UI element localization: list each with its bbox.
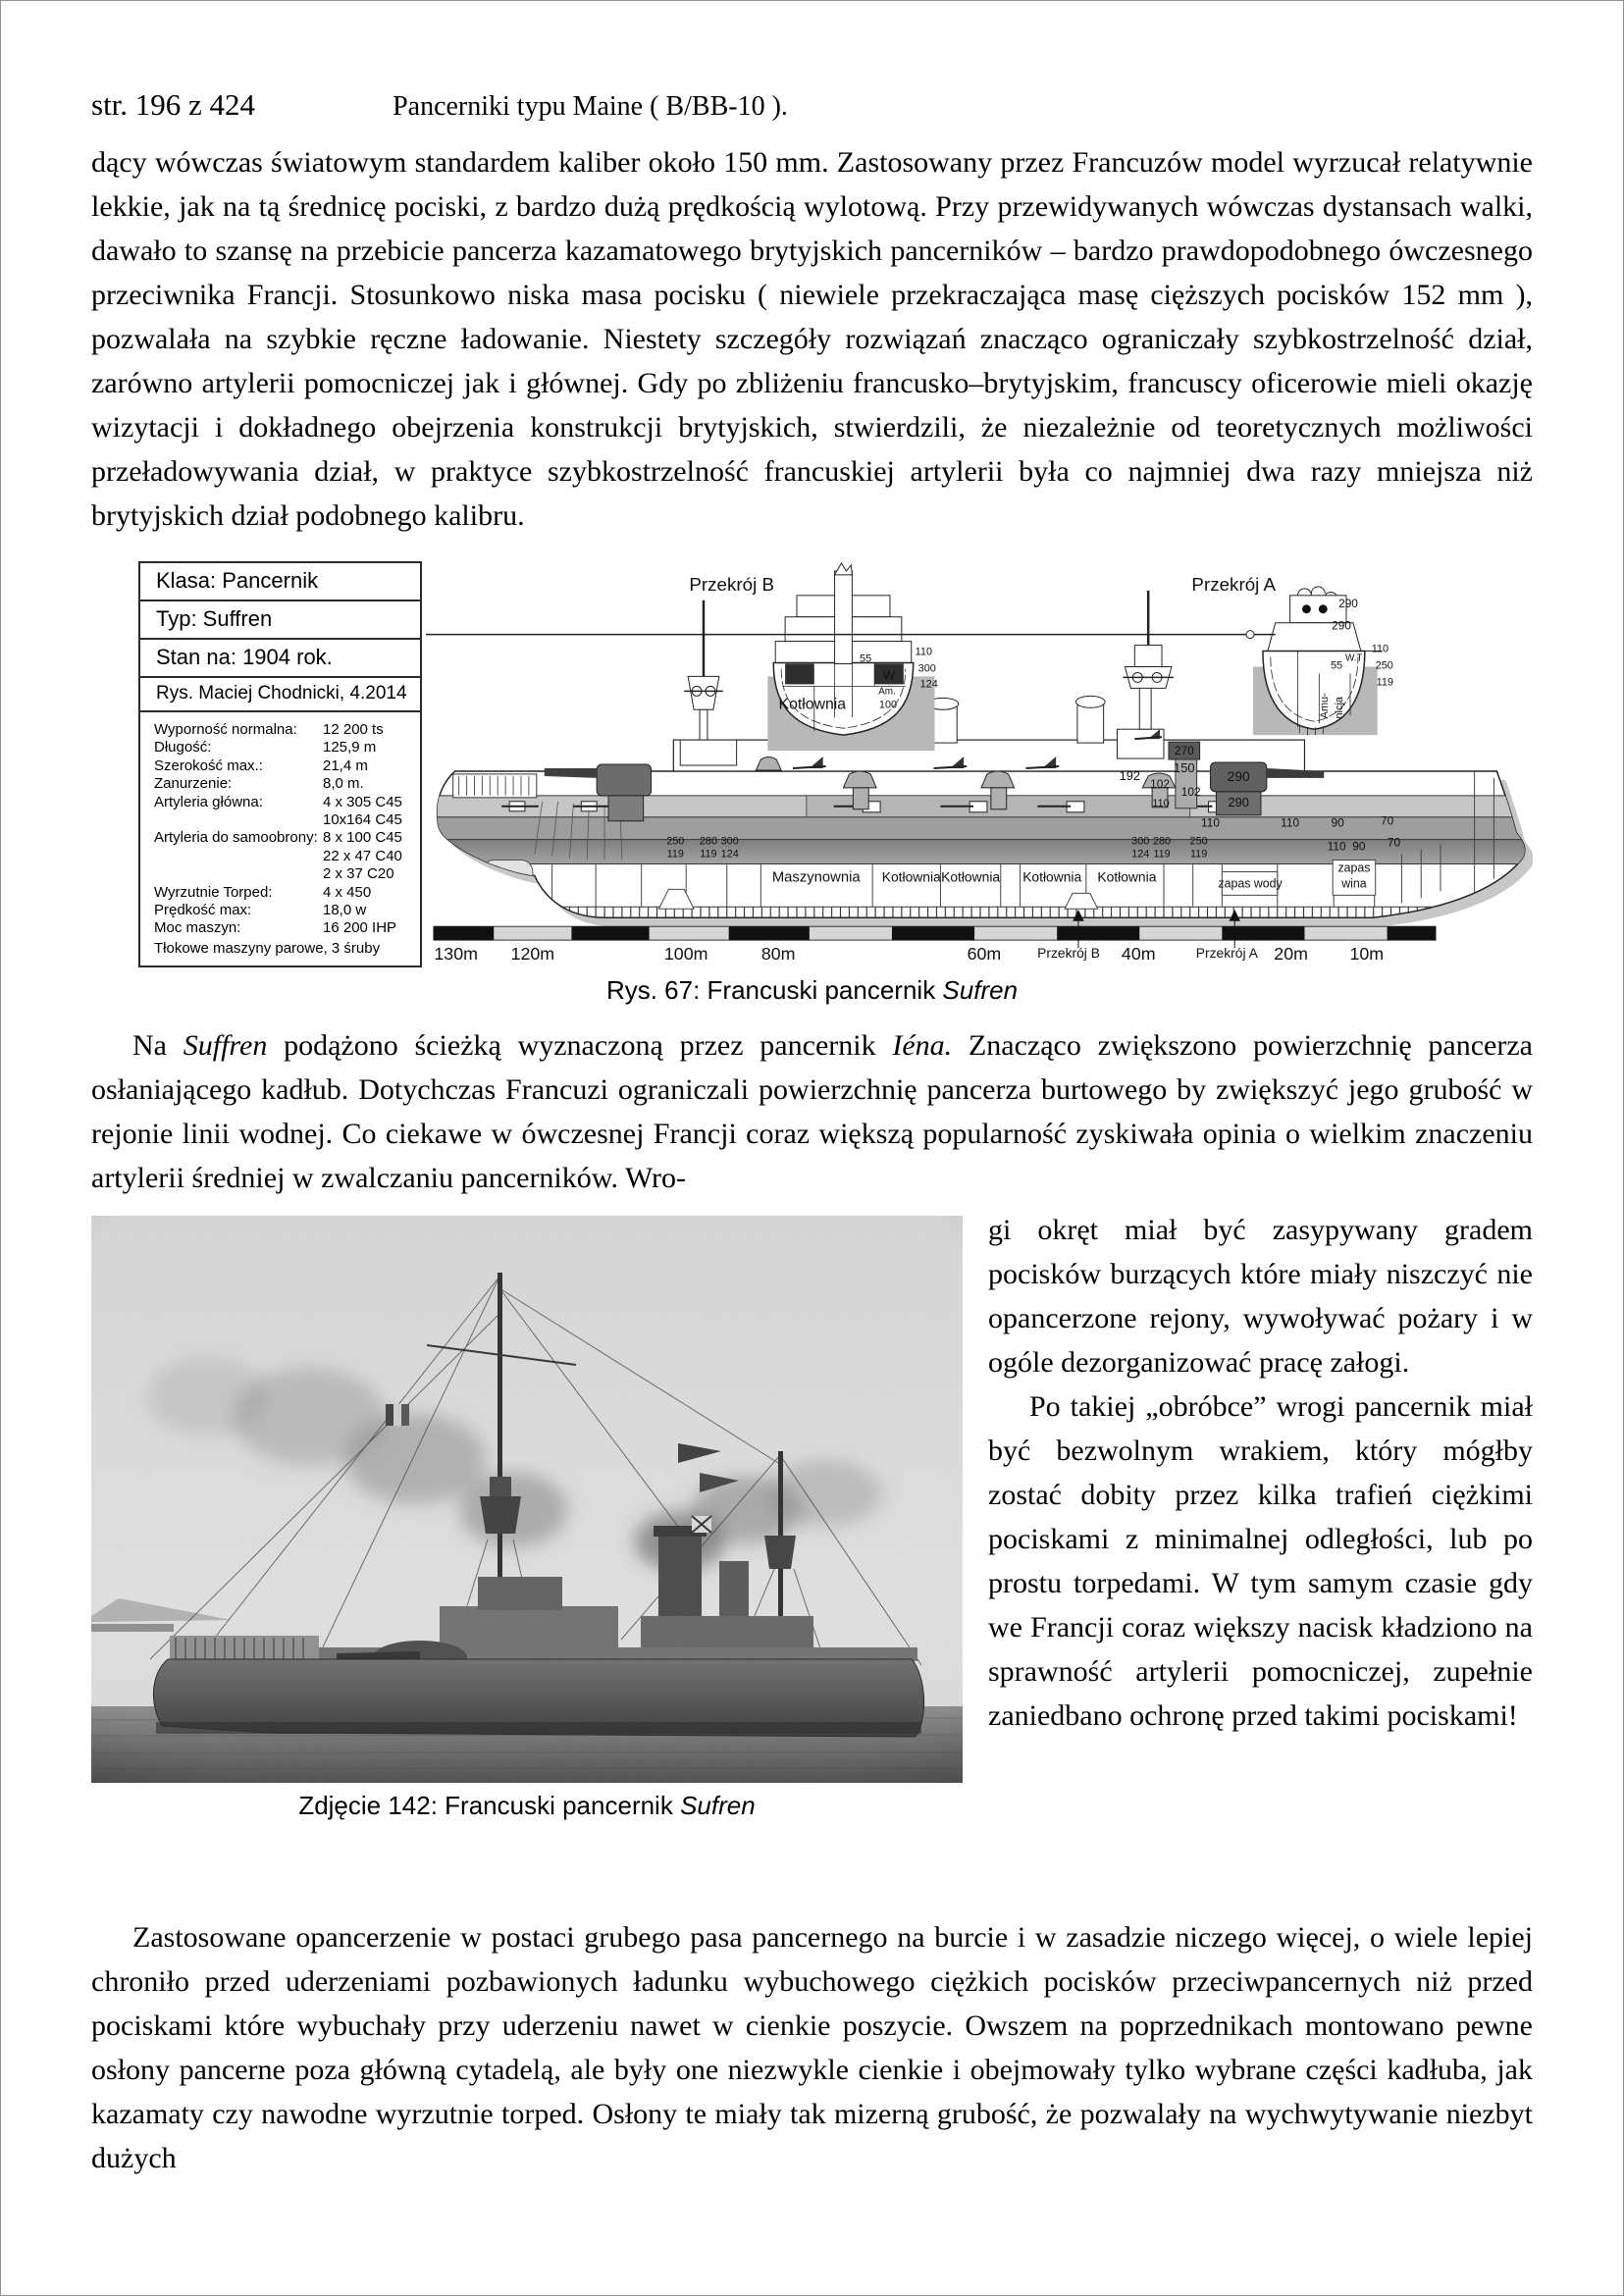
diagram-label: 100 bbox=[878, 699, 898, 711]
page-header bbox=[91, 87, 1533, 123]
diagram-label: 150 bbox=[1174, 759, 1195, 775]
spec-row bbox=[154, 721, 417, 739]
diagram-label: 119 bbox=[1189, 848, 1208, 861]
spec-value: 21,4 m bbox=[323, 757, 368, 774]
diagram-label: 119 bbox=[1153, 848, 1171, 861]
figure-caption-text: Rys. 67: Francuski pancernik bbox=[605, 975, 943, 1006]
running-title: Pancerniki typu Maine ( B/BB-10 ). bbox=[393, 91, 788, 122]
diagram-label: 102 bbox=[1150, 776, 1170, 791]
diagram-label: 290 bbox=[1228, 794, 1249, 809]
diagram-label: 300 bbox=[1131, 835, 1150, 848]
ship-photo-figure bbox=[91, 1216, 963, 1915]
spec-label: Prędkość max: bbox=[154, 902, 252, 919]
spec-value: 4 x 305 C45 bbox=[323, 793, 402, 810]
spec-label: Artyleria główna: bbox=[154, 793, 263, 810]
funnels bbox=[927, 696, 1105, 743]
scale-bar bbox=[434, 926, 1436, 940]
figure-diagram-block bbox=[91, 561, 1533, 1006]
diagram-label: Kotłownia bbox=[778, 696, 847, 713]
cross-section-b bbox=[767, 563, 934, 751]
diagram-label: 10m bbox=[1349, 943, 1385, 965]
diagram-label: 300 bbox=[720, 835, 739, 848]
diagram-label: 280 bbox=[699, 835, 718, 848]
spec-row bbox=[154, 757, 417, 775]
diagram-label: W bbox=[882, 667, 896, 683]
spec-label: Artyleria do samoobrony: bbox=[154, 829, 318, 847]
diagram-label: 290 bbox=[1338, 596, 1358, 610]
diagram-label: 102 bbox=[1180, 784, 1201, 799]
ship-armor-diagram bbox=[426, 561, 1533, 966]
diagram-label: 90 bbox=[1331, 815, 1344, 830]
diagram-label: 119 bbox=[700, 848, 717, 861]
ship-photo bbox=[91, 1216, 963, 1783]
spec-value: 8 x 100 C45 bbox=[323, 829, 402, 847]
spec-type-row: Typ: Suffren bbox=[140, 601, 420, 640]
diagram-label: Przekrój A bbox=[1195, 945, 1258, 962]
diagram-label: 300 bbox=[917, 662, 936, 675]
fore-military-mast bbox=[1118, 591, 1174, 758]
spec-class-row: Klasa: Pancernik bbox=[140, 563, 420, 601]
spec-value: 8,0 m. bbox=[323, 775, 364, 793]
diagram-label: 124 bbox=[919, 678, 938, 691]
diagram-label: 124 bbox=[1131, 848, 1150, 861]
diagram-label: 40m bbox=[1121, 943, 1156, 965]
spec-label: Wyporność normalna: bbox=[154, 721, 297, 738]
diagram-label: 270 bbox=[1174, 744, 1194, 758]
spec-row bbox=[154, 884, 417, 902]
diagram-label: 124 bbox=[720, 848, 739, 861]
spec-value: 18,0 w bbox=[323, 902, 367, 919]
paragraph-last: Zastosowane opancerzenie w postaci grubego pasa pancernego na burcie i w zasadzie niczego więcej, o wiele lepiej chroniło przed uderzeniami pozbawionych ładunku wybuchowego ciężkich pocisków przeciwpancernych niż przed pociskami które wybuchały przy uderzeniu nawet w cienkie poszycie. Owszem na poprzednikach montowano pewne osłony pancerne poza główną cytadelą, ale były one niezwykle cienkie i obejmowały tylko wybrane części kadłuba, jak kazamaty czy nawodne wyrzutnie torped. Osłony te miały tak mizerną grubość, że pozwalały na wychwytywanie niezbyt dużych bbox=[91, 1921, 1533, 2175]
diagram-label: 100m bbox=[663, 943, 708, 965]
spec-label bbox=[154, 865, 323, 883]
diagram-label: Przekrój B bbox=[1037, 945, 1100, 962]
diagram-label: Kotłownia bbox=[941, 868, 1001, 885]
spec-value: 4 x 450 bbox=[323, 883, 372, 901]
diagram-label: 120m bbox=[510, 943, 555, 965]
diagram-label: Kotłownia bbox=[1022, 868, 1082, 885]
diagram-label: wina bbox=[1341, 876, 1367, 891]
diagram-label: 110 bbox=[1327, 839, 1346, 854]
ship-profile bbox=[426, 591, 1533, 948]
diagram-label: 60m bbox=[967, 943, 1002, 965]
diagram-label: Kotłownia bbox=[1097, 868, 1157, 885]
spec-label: Długość: bbox=[154, 739, 212, 757]
diagram-label: 90 bbox=[1352, 839, 1366, 854]
spec-list bbox=[140, 712, 420, 965]
photo-section bbox=[91, 1208, 1533, 1821]
spec-label: Wyrzutnie Torped: bbox=[154, 883, 273, 901]
spec-row bbox=[154, 739, 417, 757]
spec-label bbox=[154, 811, 323, 829]
diagram-label: 110 bbox=[1371, 643, 1389, 655]
spec-row bbox=[154, 919, 417, 937]
spec-row bbox=[154, 829, 417, 847]
spec-label: Moc maszyn: bbox=[154, 919, 241, 937]
spec-row bbox=[154, 865, 417, 883]
page-number: str. 196 z 424 bbox=[91, 87, 256, 122]
spec-value: 12 200 ts bbox=[323, 721, 384, 738]
diagram-label: 119 bbox=[1376, 676, 1394, 689]
spec-label bbox=[154, 848, 323, 865]
diagram-label: Przekrój B bbox=[689, 573, 775, 595]
diagram-label: Kotłownia bbox=[881, 868, 941, 885]
diagram-label: W.T bbox=[1345, 652, 1363, 664]
diagram-label: 119 bbox=[666, 848, 684, 861]
spec-value: 10x164 C45 bbox=[323, 811, 402, 829]
diagram-label: nicja bbox=[1334, 697, 1346, 719]
photo-caption-text: Zdjęcie 142: Francuski pancernik bbox=[298, 1791, 681, 1821]
column-paragraph-1: gi okręt miał być zasypywany gradem pocisków burzących które miały niszczyć nie opancerzone rejony, wywoływać pożary i w ogóle dezorganizować pracę załogi. bbox=[988, 1214, 1533, 1380]
spec-label: Zanurzenie: bbox=[154, 775, 233, 793]
column-paragraph-2: Po takiej „obróbce” wrogi pancernik miał być bezwolnym wrakiem, który mógłby zostać dobity przez kilka trafień ciężkimi pociskami z minimalnej odległości, lub po prostu torpedami. W tym samym czasie gdy we Francji coraz większy nacisk kładziono na sprawność artylerii pomocniczej, zupełnie zaniedbano ochronę przed takimi pociskami! bbox=[988, 1390, 1533, 1733]
diagram-label: Am. bbox=[878, 686, 896, 698]
diagram-label: zapas bbox=[1337, 861, 1371, 875]
diagram-label: 250 bbox=[1375, 659, 1393, 672]
diagram-label: Przekrój A bbox=[1191, 573, 1277, 595]
diagram-label: 70 bbox=[1380, 813, 1394, 828]
spec-row bbox=[154, 902, 417, 919]
diagram-label: Amu- bbox=[1319, 693, 1332, 719]
spec-value: 2 x 37 C20 bbox=[323, 865, 394, 883]
diagram-label: 192 bbox=[1119, 767, 1141, 783]
spec-footer: Tłokowe maszyny parowe, 3 śruby bbox=[154, 939, 381, 957]
diagram-label: 290 bbox=[1227, 767, 1250, 784]
diagram-label: 250 bbox=[666, 835, 685, 848]
diagram-label: 250 bbox=[1189, 835, 1208, 848]
diagram-label: 20m bbox=[1274, 943, 1308, 965]
diagram-label: 110 bbox=[1281, 815, 1300, 830]
spec-row bbox=[154, 811, 417, 829]
diagram-label: 110 bbox=[915, 646, 933, 658]
aft-military-mast bbox=[680, 600, 736, 765]
spec-row bbox=[154, 775, 417, 793]
spec-author-row: Rys. Maciej Chodnicki, 4.2014 bbox=[140, 678, 420, 712]
diagram-label: zapas wody bbox=[1218, 876, 1283, 891]
photo-caption-ship-name: Sufren bbox=[680, 1791, 756, 1821]
spec-row bbox=[154, 848, 417, 865]
diagram-label: 290 bbox=[1332, 618, 1351, 633]
diagram-label: 55 bbox=[860, 652, 872, 665]
paragraph-1: dący wówczas światowym standardem kaliber około 150 mm. Zastosowany przez Francuzów model wyrzucał relatywnie lekkie, jak na tą średnicę pociski, z bardzo dużą prędkością wylotową. Przy przewidywanych wówczas dystansach walki, dawało to szansę na przebicie pancerza kazamatowego brytyjskich pancerników – bardzo prawdopodobnego ówczesnego przeciwnika Francji. Stosunkowo niska masa pocisku ( niewiele przekraczająca masę cięższych pocisków 152 mm ), pozwalała na szybkie ręczne ładowanie. Niestety szczegóły rozwiązań znacząco ograniczały szybkostrzelność dział, zarówno artylerii pomocniczej jak i głównej. Gdy po zbliżeniu francusko–brytyjskim, francuscy oficerowie mieli okazję wizytacji i dokładnego obejrzenia konstrukcji brytyjskich, stwierdzili, że niezależnie od teoretycznych możliwości przeładowywania dział, w praktyce szybkostrzelność francuskiej artylerii była co najmniej dwa razy mniejsza niż brytyjskich dział podobnego kalibru. bbox=[91, 146, 1533, 532]
figure-caption bbox=[91, 975, 1533, 1006]
diagram-label: 110 bbox=[1152, 797, 1170, 809]
diagram-label: 70 bbox=[1387, 835, 1401, 850]
diagram-label: 80m bbox=[760, 943, 796, 965]
spec-label: Szerokość max.: bbox=[154, 757, 263, 774]
paragraph-2: Na Suffren podążono ścieżką wyznaczoną przez pancernik Iéna. Znacząco zwiększono powierzchnię pancerza osłaniającego kadłub. Dotychczas Francuzi ograniczali powierzchnię pancerza burtowego by zwiększyć jego grubość w rejonie linii wodnej. Co ciekawe w ówczesnej Francji coraz większą popularność zyskiwała opinia o wielkim znaczeniu artylerii średniej w zwalczaniu pancerników. Wro- bbox=[91, 1029, 1533, 1195]
diagram-label: 110 bbox=[1201, 815, 1220, 830]
ship-spec-table bbox=[138, 561, 422, 967]
diagram-label: 280 bbox=[1152, 835, 1172, 848]
spec-value: 16 200 IHP bbox=[323, 919, 397, 937]
diagram-label: Maszynownia bbox=[771, 869, 861, 886]
diagram-label: 130m bbox=[434, 943, 478, 965]
figure-caption-ship-name: Sufren bbox=[942, 975, 1019, 1006]
photo-caption bbox=[91, 1791, 963, 1821]
spec-value: 125,9 m bbox=[323, 739, 377, 757]
diagram-label: 55 bbox=[1330, 659, 1343, 672]
spec-value: 22 x 47 C40 bbox=[323, 847, 402, 864]
spec-row bbox=[154, 794, 417, 811]
spec-year-row: Stan na: 1904 rok. bbox=[140, 640, 420, 678]
